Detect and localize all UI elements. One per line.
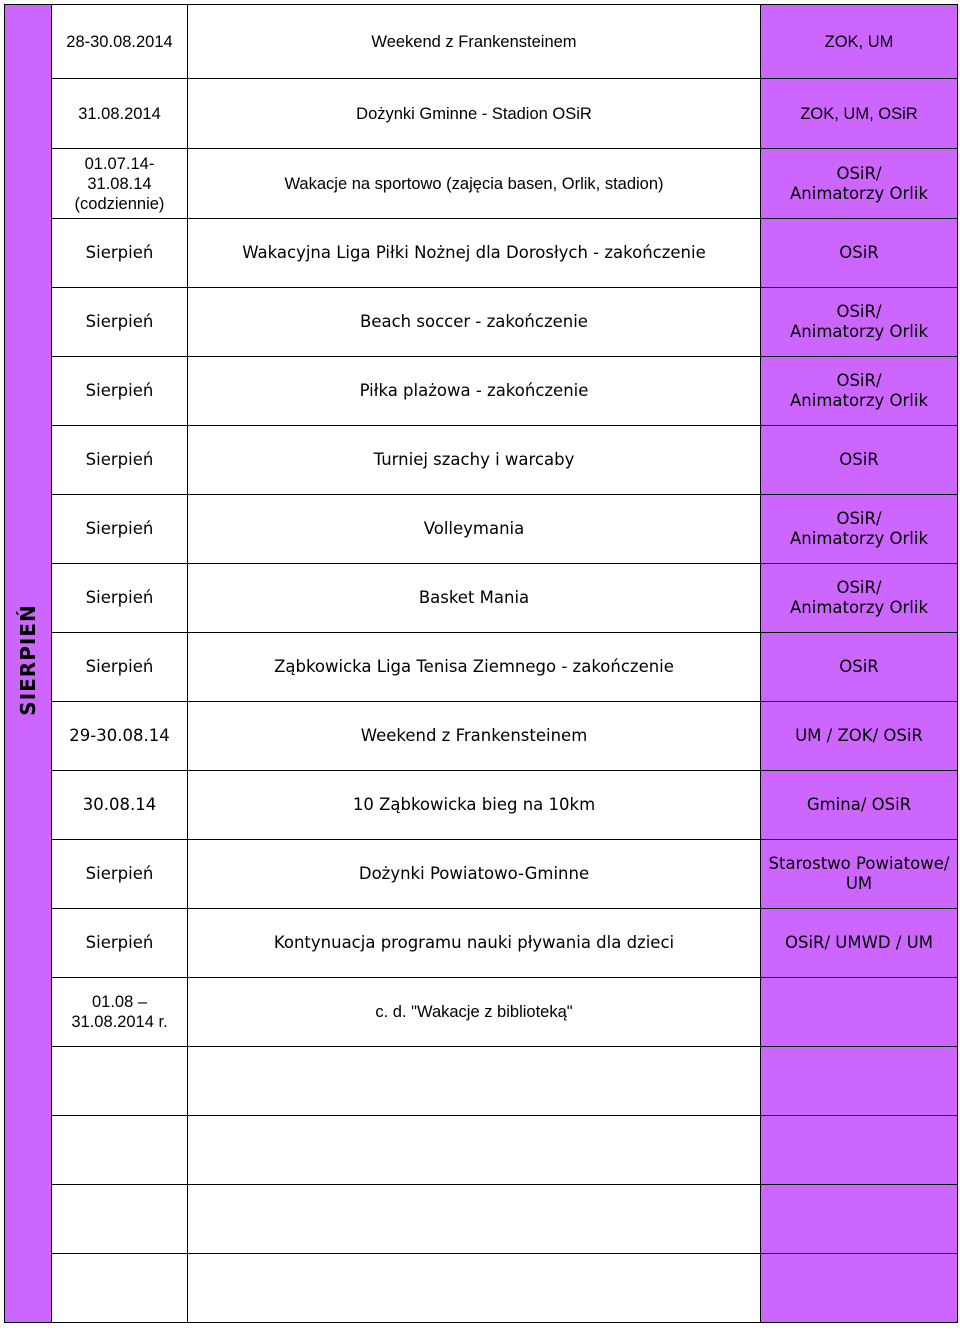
table-row [5,357,958,426]
event-cell: Piłka plażowa - zakończenie [188,357,761,426]
date-cell: 01.08 – 31.08.2014 r. [52,978,188,1047]
organizer-cell: OSiR [761,219,958,288]
date-cell: 01.07.14- 31.08.14 (codziennie) [52,149,188,219]
schedule-page [4,4,957,1327]
event-cell: Kontynuacja programu nauki pływania dla dzieci [188,909,761,978]
date-cell [52,1185,188,1254]
date-cell [52,1116,188,1185]
date-cell [52,1047,188,1116]
event-cell: 10 Ząbkowicka bieg na 10km [188,771,761,840]
event-cell: Ząbkowicka Liga Tenisa Ziemnego - zakończenie [188,633,761,702]
event-cell: Volleymania [188,495,761,564]
event-cell: Turniej szachy i warcaby [188,426,761,495]
table-row [5,702,958,771]
date-cell: Sierpień [52,495,188,564]
organizer-cell: OSiR [761,633,958,702]
event-cell: Weekend z Frankensteinem [188,702,761,771]
organizer-cell [761,1254,958,1323]
organizer-cell: Starostwo Powiatowe/ UM [761,840,958,909]
table-row [5,5,958,79]
table-row [5,633,958,702]
table-row [5,564,958,633]
organizer-cell: OSiR/ Animatorzy Orlik [761,495,958,564]
date-cell: Sierpień [52,288,188,357]
table-row [5,840,958,909]
event-cell: Beach soccer - zakończenie [188,288,761,357]
event-cell: Dożynki Gminne - Stadion OSiR [188,79,761,149]
table-row [5,288,958,357]
date-cell: 29-30.08.14 [52,702,188,771]
table-row [5,1047,958,1116]
event-cell: Basket Mania [188,564,761,633]
event-cell [188,1185,761,1254]
event-cell [188,1254,761,1323]
month-column [5,5,52,1323]
table-row [5,495,958,564]
organizer-cell: OSiR/ Animatorzy Orlik [761,357,958,426]
event-cell: Wakacje na sportowo (zajęcia basen, Orlik, stadion) [188,149,761,219]
organizer-cell: Gmina/ OSiR [761,771,958,840]
table-row [5,79,958,149]
event-cell: Wakacyjna Liga Piłki Nożnej dla Dorosłych - zakończenie [188,219,761,288]
organizer-cell: UM / ZOK/ OSiR [761,702,958,771]
date-cell: Sierpień [52,564,188,633]
table-row [5,1254,958,1323]
table-row [5,149,958,219]
date-cell: Sierpień [52,633,188,702]
event-cell: Weekend z Frankensteinem [188,5,761,79]
date-cell: Sierpień [52,357,188,426]
date-cell: 28-30.08.2014 [52,5,188,79]
date-cell [52,1254,188,1323]
event-cell: c. d. "Wakacje z biblioteką" [188,978,761,1047]
month-label: SIERPIEŃ [16,604,40,716]
organizer-cell: ZOK, UM [761,5,958,79]
table-row [5,1116,958,1185]
organizer-cell: OSiR/ Animatorzy Orlik [761,564,958,633]
table-row [5,1185,958,1254]
table-row [5,426,958,495]
organizer-cell [761,1185,958,1254]
date-cell: 31.08.2014 [52,79,188,149]
table-row [5,219,958,288]
date-cell: Sierpień [52,840,188,909]
organizer-cell: OSiR/ Animatorzy Orlik [761,149,958,219]
date-cell: Sierpień [52,426,188,495]
table-row [5,771,958,840]
event-cell [188,1047,761,1116]
organizer-cell: ZOK, UM, OSiR [761,79,958,149]
organizer-cell: OSiR/ UMWD / UM [761,909,958,978]
events-table [4,4,958,1323]
event-cell: Dożynki Powiatowo-Gminne [188,840,761,909]
table-row [5,909,958,978]
date-cell: 30.08.14 [52,771,188,840]
date-cell: Sierpień [52,909,188,978]
organizer-cell: OSiR [761,426,958,495]
organizer-cell: OSiR/ Animatorzy Orlik [761,288,958,357]
organizer-cell [761,1116,958,1185]
event-cell [188,1116,761,1185]
organizer-cell [761,978,958,1047]
table-row [5,978,958,1047]
organizer-cell [761,1047,958,1116]
date-cell: Sierpień [52,219,188,288]
